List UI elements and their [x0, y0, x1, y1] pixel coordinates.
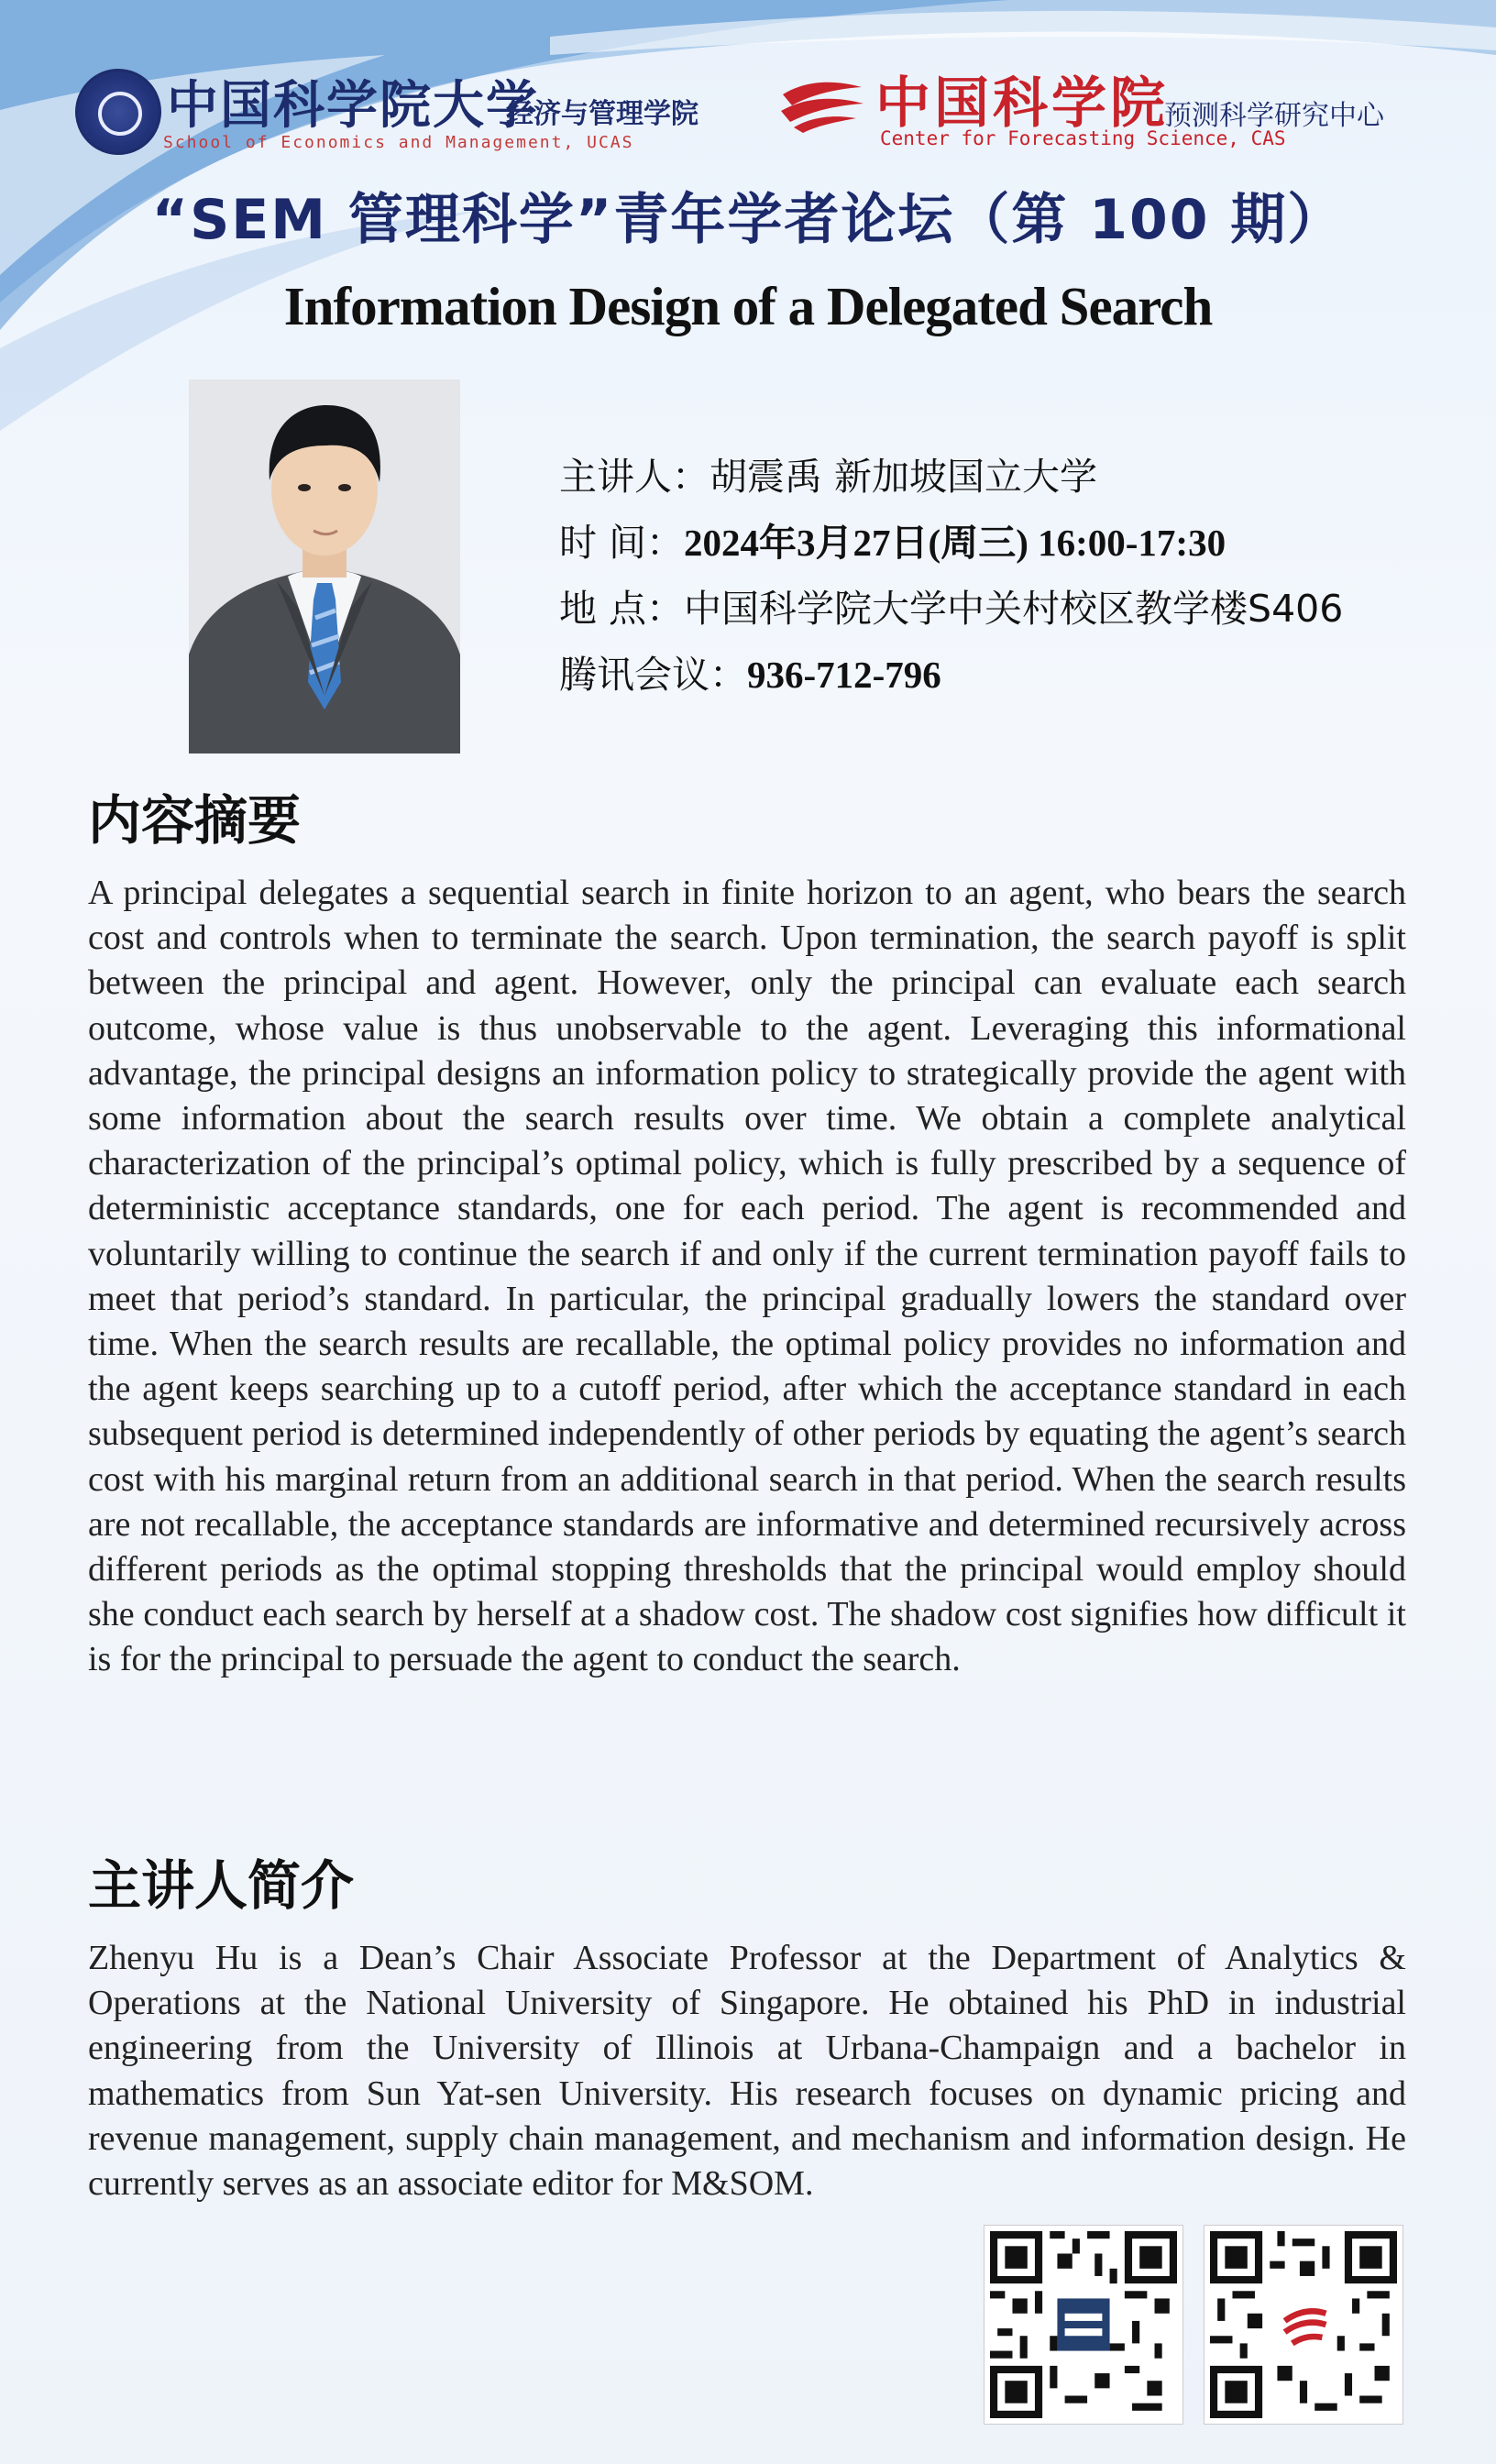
speaker-row	[559, 444, 1343, 510]
time-label: 时 间：	[559, 521, 685, 565]
ucas-name-en: School of Economics and Management, UCAS	[163, 133, 634, 152]
tencent-label: 腾讯会议：	[559, 653, 747, 697]
wechat-qr-code-left[interactable]	[984, 2226, 1182, 2424]
speaker-label: 主讲人：	[559, 455, 710, 499]
cas-logo	[779, 58, 1476, 159]
speaker-photo	[189, 380, 460, 754]
abstract-heading: 内容摘要	[88, 789, 302, 852]
speaker-portrait-image	[189, 380, 460, 754]
header-logos	[0, 50, 1496, 160]
qr-code-icon	[1210, 2231, 1397, 2418]
tencent-meeting-row	[559, 642, 1343, 708]
speaker-value: 胡震禹 新加坡国立大学	[710, 455, 1098, 499]
ucas-seal-icon	[75, 69, 161, 155]
cas-flame-icon	[779, 74, 865, 135]
time-row	[559, 510, 1343, 576]
qr-code-icon	[990, 2231, 1177, 2418]
ucas-logo	[75, 60, 735, 160]
ucas-dept-cn: 经济与管理学院	[506, 98, 698, 130]
event-info	[559, 444, 1343, 708]
forum-title-cn: “SEM 管理科学”青年学者论坛（第 100 期）	[151, 188, 1345, 252]
cas-name-cn: 中国科学院	[875, 72, 1169, 136]
cas-center-cn: 预测科学研究中心	[1164, 100, 1384, 132]
talk-title-en: Information Design of a Delegated Search	[283, 276, 1213, 336]
time-value: 2024年3月27日(周三) 16:00-17:30	[684, 522, 1226, 564]
ucas-name-cn: 中国科学院大学	[167, 75, 539, 136]
abstract-text: A principal delegates a sequential search in finite horizon to an agent, who bears the search cost and controls when to terminate the search. Upon termination, the search payoff is split between the principal and agent. However, only the principal can evaluate each search outcome, whose value is thus unobservable to the agent. Leveraging this informational advantage, the principal designs an information policy to strategically provide the agent with some information about the search results over time. We obtain a complete analytical characterization of the principal’s optimal policy, which is fully prescribed by a sequence of deterministic acceptance standards, one for each period. The agent is recommended and voluntarily willing to continue the search if and only if the current termination payoff fails to meet that period’s standard. In particular, the principal gradually lowers the standard over time. When the search results are recallable, the optimal policy provides no information and the agent keeps searching up to a cutoff period, after which the acceptance standard in each subsequent period is determined independently of other periods by equating the agent’s search cost with his marginal return from an additional search in that period. When the search results are not recallable, the acceptance standards are informative and determined recursively across different periods as the optimal stopping thresholds that the principal would employ should she conduct each search by herself at a shadow cost. The shadow cost signifies how difficult it is for the principal to persuade the agent to conduct the search.	[88, 874, 1406, 1679]
place-label: 地 点：	[559, 587, 685, 631]
wechat-qr-code-right[interactable]	[1204, 2226, 1402, 2424]
bio-text: Zhenyu Hu is a Dean’s Chair Associate Professor at the Department of Analytics & Operations at the National University of Singapore. He obtained his PhD in industrial engineering from the University of Illinois at Urbana-Champaign and a bachelor in mathematics from Sun Yat-sen University. His research focuses on dynamic pricing and revenue management, supply chain management, and mechanism and information design. He currently serves as an associate editor for M&SOM.	[88, 1939, 1406, 2204]
tencent-meeting-id[interactable]: 936-712-796	[747, 654, 941, 696]
place-value: 中国科学院大学中关村校区教学楼S406	[684, 587, 1344, 631]
place-row	[559, 576, 1343, 642]
cas-center-en: Center for Forecasting Science, CAS	[880, 127, 1286, 149]
bio-heading: 主讲人简介	[88, 1854, 355, 1917]
